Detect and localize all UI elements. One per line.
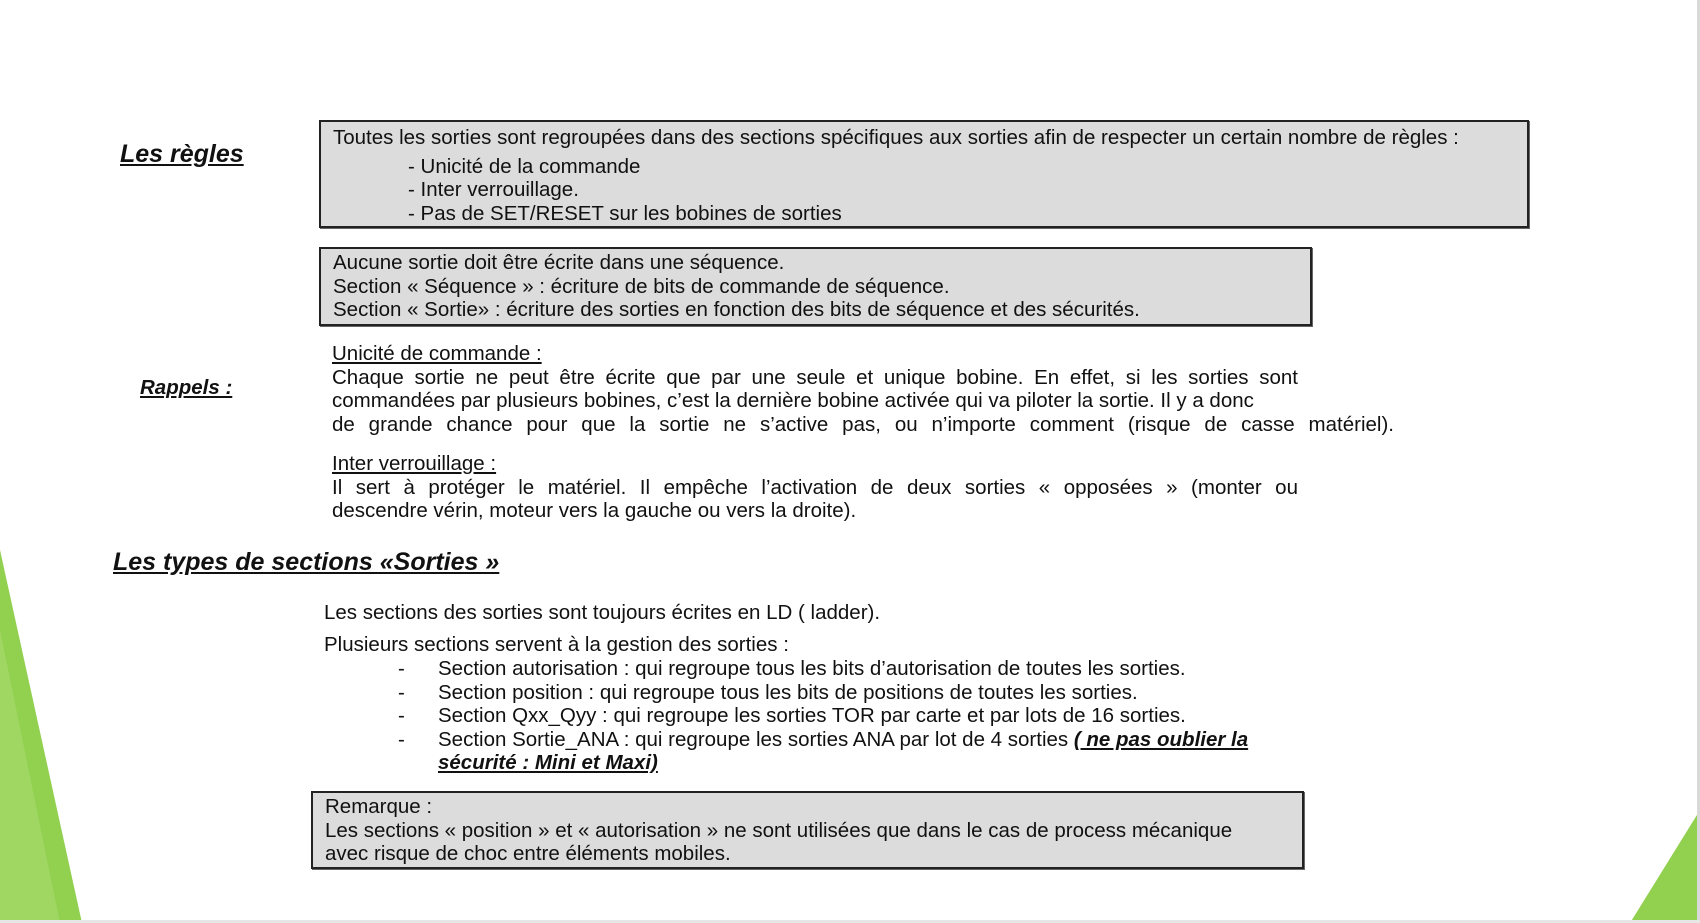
rappels-heading: Rappels : <box>140 376 233 399</box>
remark-title: Remarque : <box>325 795 433 818</box>
remark-line: avec risque de choc entre éléments mobiles. <box>325 842 731 865</box>
rules-box <box>319 120 1529 228</box>
unicite-block <box>332 342 1394 436</box>
rules-item: - Inter verrouillage. <box>408 178 579 201</box>
bullet-text: Section Qxx_Qyy : qui regroupe les sorties TOR par carte et par lots de 16 sorties. <box>438 704 1186 727</box>
rules-intro: Toutes les sorties sont regroupées dans des sections spécifiques aux sorties afin de respecter un certain nombre de règles : <box>333 126 1459 149</box>
unicite-line: de grande chance pour que la sortie ne s’active pas, ou n’importe comment (risque de casse matériel). <box>332 412 1394 436</box>
bullet-item <box>324 728 1324 752</box>
bullet-dash: - <box>398 727 405 751</box>
bullet-item <box>324 681 1324 705</box>
rules-item: - Pas de SET/RESET sur les bobines de sorties <box>408 201 842 225</box>
types-heading: Les types de sections «Sorties » <box>113 548 500 576</box>
types-intro: Les sections des sorties sont toujours écrites en LD ( ladder). <box>324 601 881 624</box>
bullet-dash: - <box>398 704 405 727</box>
bullet-text: Section position : qui regroupe tous les bits de positions de toutes les sorties. <box>438 680 1138 704</box>
bullet-text: Section autorisation : qui regroupe tous les bits d’autorisation de toutes les sorties. <box>438 657 1186 680</box>
types-intro2: Plusieurs sections servent à la gestion des sorties : <box>324 633 789 656</box>
unicite-line: commandées par plusieurs bobines, c’est la dernière bobine activée qui va piloter la sortie. Il y a donc <box>332 389 1254 412</box>
verrouillage-line: descendre vérin, moteur vers la gauche ou vers la droite). <box>332 499 857 522</box>
verrouillage-line: Il sert à protéger le matériel. Il empêche l’activation de deux sorties « opposées » (monter ou <box>332 475 1298 499</box>
bullet-emphasis: ( ne pas oublier la <box>1073 727 1249 751</box>
verrouillage-title: Inter verrouillage : <box>332 452 497 475</box>
bullet-item-continuation <box>324 751 1324 775</box>
bullet-emphasis: sécurité : Mini et Maxi) <box>438 751 658 774</box>
rules-heading: Les règles <box>120 140 244 168</box>
bullet-text-main: Section Sortie_ANA : qui regroupe les sorties ANA par lot de 4 sorties <box>438 727 1074 751</box>
sections-note-line: Section « Sortie» : écriture des sorties en fonction des bits de séquence et des sécurités. <box>333 298 1140 321</box>
remark-line: Les sections « position » et « autorisation » ne sont utilisées que dans le cas de process mécanique <box>325 818 1233 842</box>
sections-note-line: Aucune sortie doit être écrite dans une séquence. <box>333 251 785 274</box>
left-green-triangle-decoration <box>0 550 90 923</box>
right-green-triangle-decoration <box>1630 810 1700 923</box>
verrouillage-block <box>332 452 1298 523</box>
bullet-dash: - <box>398 680 405 704</box>
bullet-item <box>324 657 1324 681</box>
remark-box <box>311 791 1304 869</box>
bullet-item <box>324 704 1324 728</box>
types-bullet-list <box>324 657 1324 775</box>
sections-note-box <box>319 247 1312 326</box>
bullet-text <box>438 728 1248 752</box>
sections-note-line: Section « Séquence » : écriture de bits de commande de séquence. <box>333 274 950 298</box>
bullet-dash: - <box>398 657 405 680</box>
unicite-title: Unicité de commande : <box>332 342 542 365</box>
rules-item: - Unicité de la commande <box>408 154 641 178</box>
unicite-line: Chaque sortie ne peut être écrite que par une seule et unique bobine. En effet, si les sorties sont <box>332 365 1298 389</box>
